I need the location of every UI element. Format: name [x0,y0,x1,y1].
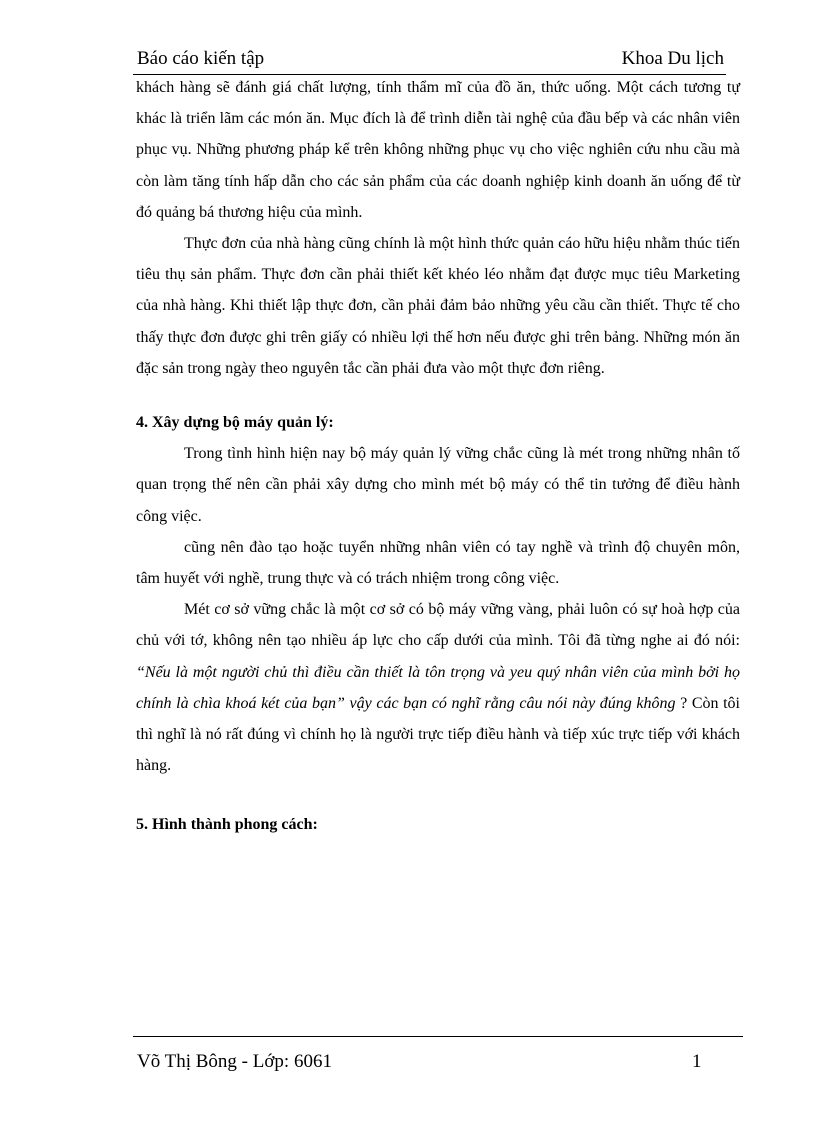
section-heading-5: 5. Hình thành phong cách: [136,816,318,834]
footer-author: Võ Thị Bông - Lớp: 6061 [137,1051,332,1072]
paragraph-2: Thực đơn của nhà hàng cũng chính là một hình thức quản cáo hữu hiệu nhằm thúc tiến tiêu thụ sản phẩm. Thực đơn cần phải thiết kết khéo léo nhằm đạt được mục tiêu Marketing của nhà hàng. Khi thiết lập thực đơn, cần phải đảm bảo những yêu cầu cần thiết. Thực tế cho thấy thực đơn được ghi trên giấy có nhiều lợi thế hơn nếu được ghi trên bảng. Những món ăn đặc sản trong ngày theo nguyên tắc cần phải đưa vào một thực đơn riêng. [136,235,740,377]
paragraph-4: cũng nên đào tạo hoặc tuyển những nhân viên có tay nghề và trình độ chuyên môn, tâm huyết với nghề, trung thực và có trách nhiệm trong công việc. [136,538,740,588]
spacer [136,384,740,407]
page-number: 1 [692,1051,702,1072]
spacer [136,781,740,809]
paragraph-5-quote: “Nếu là một người chủ thì điều cần thiết là tôn trọng và yeu quý nhân viên của mình bởi họ chính là chìa khoá két của bạn” vậy các bạn có nghĩ rằng câu nói này đúng không [136,663,740,712]
footer-divider [133,1036,743,1037]
paragraph-5 [136,594,740,781]
paragraph-3: Trong tình hình hiện nay bộ máy quản lý vững chắc cũng là mét trong những nhân tố quan trọng thế nên cần phải xây dựng cho mình mét bộ máy có thể tin tưởng để điều hành công việc. [136,445,740,525]
section-heading-4: 4. Xây dựng bộ máy quản lý: [136,414,334,432]
paragraph-5-text-b: ? Còn tôi thì nghĩ là nó rất đúng vì chính họ là người trực tiếp điều hành và tiếp xúc trực tiếp với khách hàng. [136,694,740,775]
header-report-title: Báo cáo kiến tập [137,48,265,69]
document-body [136,72,740,841]
header-department: Khoa Du lịch [621,48,724,69]
paragraph-1: khách hàng sẽ đánh giá chất lượng, tính thẩm mĩ của đồ ăn, thức uống. Một cách tương tự khác là triển lãm các món ăn. Mục đích là để trình diễn tài nghệ của đầu bếp và các nhân viên phục vụ. Những phương pháp kể trên không những phục vụ cho việc nghiên cứu nhu cầu mà còn làm tăng tính hấp dẫn cho các sản phẩm của các doanh nghiệp kinh doanh ăn uống để từ đó quảng bá thương hiệu của mình. [136,79,740,221]
paragraph-5-text-a: Mét cơ sở vững chắc là một cơ sở có bộ máy vững vàng, phải luôn có sự hoà hợp của chủ với tớ, không nên tạo nhiều áp lực cho cấp dưới của mình. Tôi đã từng nghe ai đó nói: [136,601,740,650]
page-header [133,44,726,75]
